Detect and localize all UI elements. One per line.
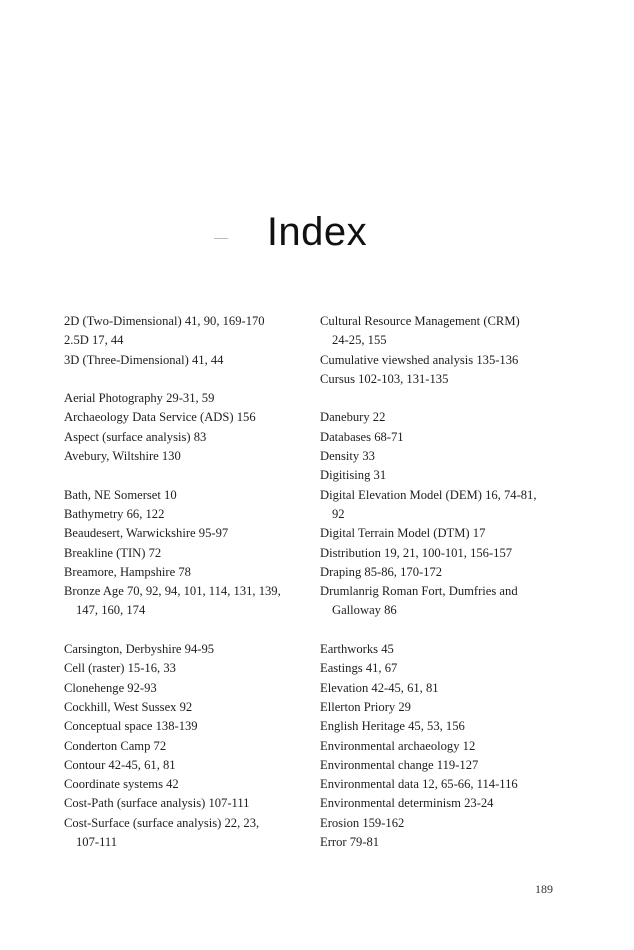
index-entry — [64, 447, 304, 466]
index-entry-text: Cell (raster) 15-16, 33 — [64, 661, 176, 676]
index-entry-text: Density 33 — [320, 449, 375, 464]
index-entry — [320, 640, 558, 659]
index-entry — [64, 582, 304, 621]
group-separator — [320, 621, 558, 640]
index-entry-text: Ellerton Priory 29 — [320, 699, 411, 714]
index-entry-text: Breamore, Hampshire 78 — [64, 564, 191, 579]
index-entry — [64, 756, 304, 775]
index-entry — [320, 717, 558, 736]
index-entry — [64, 814, 304, 853]
index-entry — [64, 563, 304, 582]
index-entry-text: Beaudesert, Warwickshire 95-97 — [64, 526, 229, 541]
index-entry — [320, 756, 558, 775]
index-entry — [320, 794, 558, 813]
index-entry — [320, 486, 558, 525]
index-entry-text: Drumlanrig Roman Fort, Dumfries and — [320, 584, 518, 599]
index-entry-text: Danebury 22 — [320, 410, 386, 425]
index-entry — [320, 679, 558, 698]
index-entry — [320, 698, 558, 717]
index-entry-text: Environmental archaeology 12 — [320, 738, 476, 753]
index-entry-text: Carsington, Derbyshire 94-95 — [64, 642, 215, 657]
index-entry-text: Environmental data 12, 65-66, 114-116 — [320, 777, 518, 792]
index-entry — [64, 794, 304, 813]
index-entry-text: Archaeology Data Service (ADS) 156 — [64, 410, 256, 425]
index-entry-text: Environmental determinism 23-24 — [320, 796, 494, 811]
index-entry — [64, 659, 304, 678]
index-entry — [320, 370, 558, 389]
index-entry — [64, 544, 304, 563]
index-entry-text: 2D (Two-Dimensional) 41, 90, 169-170 — [64, 314, 265, 328]
page-number: 189 — [535, 882, 553, 896]
index-entry-text: Aerial Photography 29-31, 59 — [64, 391, 215, 406]
index-entry — [320, 428, 558, 447]
index-entry-text: Conceptual space 138-139 — [64, 719, 198, 734]
index-entry-text: Digitising 31 — [320, 468, 387, 483]
index-entry — [320, 814, 558, 833]
index-entry-text: Erosion 159-162 — [320, 815, 405, 830]
index-entry — [64, 312, 304, 331]
index-entry — [320, 351, 558, 370]
index-entry-text: Cultural Resource Management (CRM) — [320, 314, 520, 328]
index-entry — [320, 775, 558, 794]
index-entry — [64, 524, 304, 543]
group-separator — [64, 621, 304, 640]
index-entry-text: Cockhill, West Sussex 92 — [64, 699, 193, 714]
page-title: Index — [266, 210, 368, 254]
index-entry — [320, 582, 558, 621]
index-entry — [320, 737, 558, 756]
index-entry-continuation: 107-111 — [76, 835, 118, 850]
index-entry-continuation: 92 — [332, 506, 345, 521]
index-entry — [64, 389, 304, 408]
index-entry — [320, 833, 558, 852]
index-entry-text: Breakline (TIN) 72 — [64, 545, 162, 560]
index-entry — [320, 466, 558, 485]
index-entry — [64, 698, 304, 717]
index-entry-text: Eastings 41, 67 — [320, 661, 398, 676]
index-entry — [64, 331, 304, 350]
index-entry-text: Error 79-81 — [320, 835, 380, 850]
index-entry-text: Cost-Surface (surface analysis) 22, 23, — [64, 815, 260, 830]
index-entry — [64, 505, 304, 524]
index-entry-text: Conderton Camp 72 — [64, 738, 167, 753]
index-entry — [64, 408, 304, 427]
index-entry-text: Digital Terrain Model (DTM) 17 — [320, 526, 486, 541]
index-entry — [64, 428, 304, 447]
index-entry-text: Coordinate systems 42 — [64, 777, 179, 792]
index-entry — [64, 351, 304, 370]
index-column-left — [64, 312, 304, 852]
index-entry-continuation: 24-25, 155 — [332, 333, 387, 348]
index-entry — [320, 563, 558, 582]
index-entry-continuation: Galloway 86 — [332, 603, 397, 618]
index-entry — [64, 737, 304, 756]
index-entry-text: English Heritage 45, 53, 156 — [320, 719, 465, 734]
index-entry-text: Cost-Path (surface analysis) 107-111 — [64, 796, 250, 811]
index-entry-text: Avebury, Wiltshire 130 — [64, 449, 181, 464]
index-entry-text: Contour 42-45, 61, 81 — [64, 757, 176, 772]
index-entry-text: Distribution 19, 21, 100-101, 156-157 — [320, 545, 513, 560]
index-column-right — [320, 312, 558, 852]
index-entry-text: 3D (Three-Dimensional) 41, 44 — [64, 352, 224, 367]
index-entry — [64, 486, 304, 505]
index-entry — [320, 659, 558, 678]
index-entry-text: Bath, NE Somerset 10 — [64, 487, 177, 502]
index-entry-continuation: 147, 160, 174 — [76, 603, 146, 618]
group-separator — [64, 466, 304, 485]
index-entry — [64, 679, 304, 698]
index-entry-text: Elevation 42-45, 61, 81 — [320, 680, 439, 695]
index-entry-text: Clonehenge 92-93 — [64, 680, 157, 695]
index-entry-text: Draping 85-86, 170-172 — [320, 564, 443, 579]
index-entry-text: Bathymetry 66, 122 — [64, 506, 165, 521]
index-entry — [320, 408, 558, 427]
index-entry — [320, 544, 558, 563]
index-entry-text: Digital Elevation Model (DEM) 16, 74-81, — [320, 487, 537, 502]
index-entry — [320, 312, 558, 351]
index-entry-text: Bronze Age 70, 92, 94, 101, 114, 131, 139, — [64, 584, 281, 599]
group-separator — [320, 389, 558, 408]
index-entry-text: Earthworks 45 — [320, 642, 394, 657]
group-separator — [64, 370, 304, 389]
index-entry-text: Databases 68-71 — [320, 429, 404, 444]
index-entry — [64, 640, 304, 659]
index-entry-text: Aspect (surface analysis) 83 — [64, 429, 207, 444]
index-entry-text: Cursus 102-103, 131-135 — [320, 371, 449, 386]
index-entry — [64, 717, 304, 736]
index-entry — [64, 775, 304, 794]
index-entry-text: Cumulative viewshed analysis 135-136 — [320, 352, 519, 367]
index-entry — [320, 524, 558, 543]
index-entry-text: 2.5D 17, 44 — [64, 333, 124, 348]
index-entry — [320, 447, 558, 466]
index-entry-text: Environmental change 119-127 — [320, 757, 479, 772]
